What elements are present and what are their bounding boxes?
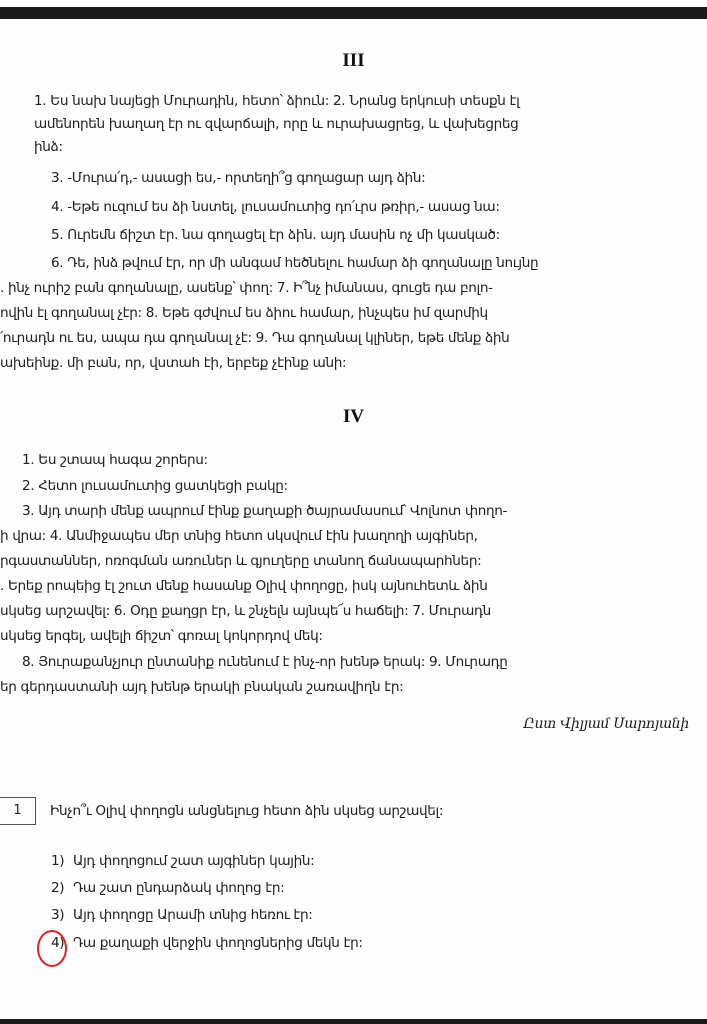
text-line: ովին էլ գողանալ չէր: 8. Եթե գժվում ես ձիու համար, ինչպես իմ զարմիկ — [0, 305, 488, 321]
text-line: 1. Ես նախ նայեցի Մուրադին, հետո՝ ձիուն: 2. Նրանց երկուսի տեսքն էլ — [34, 93, 520, 109]
text-line: ինձ: — [34, 139, 63, 155]
option-text: Դա քաղաքի վերջին փողոցներից մեկն էր: — [73, 935, 363, 951]
option-text: Այդ փողոցը Արամի տնից հեռու էր: — [73, 907, 313, 923]
text-line: ախեինք. մի բան, որ, վստահ էի, երբեք չէինք անի: — [0, 355, 347, 371]
top-edge — [0, 0, 707, 26]
text-line: 3. Այդ տարի մենք ապրում էինք քաղաքի ծայրամասում՝ Վոլնոտ փողո- — [22, 503, 508, 519]
text-line: եր գերդաստանի այդ խենթ երակի բնական շառավիղն էր: — [0, 679, 404, 695]
bottom-edge — [0, 1019, 707, 1024]
text-line: 4. -Եթե ուզում ես ձի նստել, լուսամուտից դո՛ւրս թռիր,- ասաց նա: — [51, 199, 500, 215]
option-number: 1) — [51, 853, 65, 869]
text-line: 1. Ես շտապ հագա շորերս: — [22, 452, 208, 468]
question-text: Ինչո՞ւ Օլիվ փողոցն անցնելուց հետո ձին սկսեց արշավել: — [50, 803, 444, 819]
option-text: Դա շատ ընդարձակ փողոց էր: — [73, 880, 285, 896]
text-line: րգաստաններ, ոռոգման առուներ և գյուղերը տանող ճանապարհներ: — [0, 553, 482, 569]
text-line: ամենորեն խաղաղ էր ու զվարճալի, որը և ուրախացրեց, և վախեցրեց — [34, 116, 519, 132]
top-dark-band — [0, 7, 707, 19]
question-number-box: 1 — [0, 797, 36, 825]
option-number: 3) — [51, 907, 65, 923]
text-line: սկսեց երգել, ավելի ճիշտ՝ գոռալ կոկորդով մեկ: — [0, 628, 323, 644]
section-heading-iii: III — [342, 50, 365, 71]
option-number: 4) — [51, 935, 65, 951]
answer-option-3[interactable] — [51, 907, 313, 923]
text-line: 2. Հետո լուսամուտից ցատկեցի բակը: — [22, 478, 288, 494]
section-heading-iv: IV — [342, 406, 365, 427]
text-line: . Երեք րոպեից էլ շուտ մենք հասանք Օլիվ փողոցը, իսկ այնուհետև ձին — [0, 578, 488, 594]
text-line: 3. -Մուրա՛դ,- ասացի ես,- որտեղի՞ց գողացար այդ ձին: — [51, 170, 426, 186]
answer-option-2[interactable] — [51, 880, 284, 896]
text-line: 5. Ուրեմն ճիշտ էր. նա գողացել էր ձին. այդ մասին ոչ մի կասկած: — [51, 227, 500, 243]
author-attribution: Ըստ Վիլյամ Սարոյանի — [523, 716, 689, 732]
text-line: սկսեց արշավել: 6. Օդը քաղցր էր, և շնչելն այնպե՜ս հաճելի: 7. Մուրադն — [0, 603, 491, 619]
selected-answer-circle-mark — [37, 930, 67, 967]
option-text: Այդ փողոցում շատ այգիներ կային: — [73, 853, 315, 869]
text-line: 6. Դե, ինձ թվում էր, որ մի անգամ հեծնելու համար ձի գողանալը նույնը — [51, 255, 539, 271]
text-line: . ինչ ուրիշ բան գողանալը, ասենք՝ փող: 7. Ի՞նչ իմանաս, գուցե դա բոլո- — [0, 280, 493, 296]
text-line: ՛ուրադն ու ես, ապա դա գողանալ չէ: 9. Դա գողանալ կլիներ, եթե մենք ձին — [0, 330, 510, 346]
option-number: 2) — [51, 880, 65, 896]
answer-option-1[interactable] — [51, 853, 314, 869]
answer-option-4[interactable] — [51, 935, 363, 951]
text-line: 8. Յուրաքանչյուր ընտանիք ունենում է ինչ-որ խենթ երակ: 9. Մուրադը — [22, 654, 508, 670]
text-line: ի վրա: 4. Անմիջապես մեր տնից հետո սկսվում էին խաղողի այգիներ, — [0, 528, 478, 544]
